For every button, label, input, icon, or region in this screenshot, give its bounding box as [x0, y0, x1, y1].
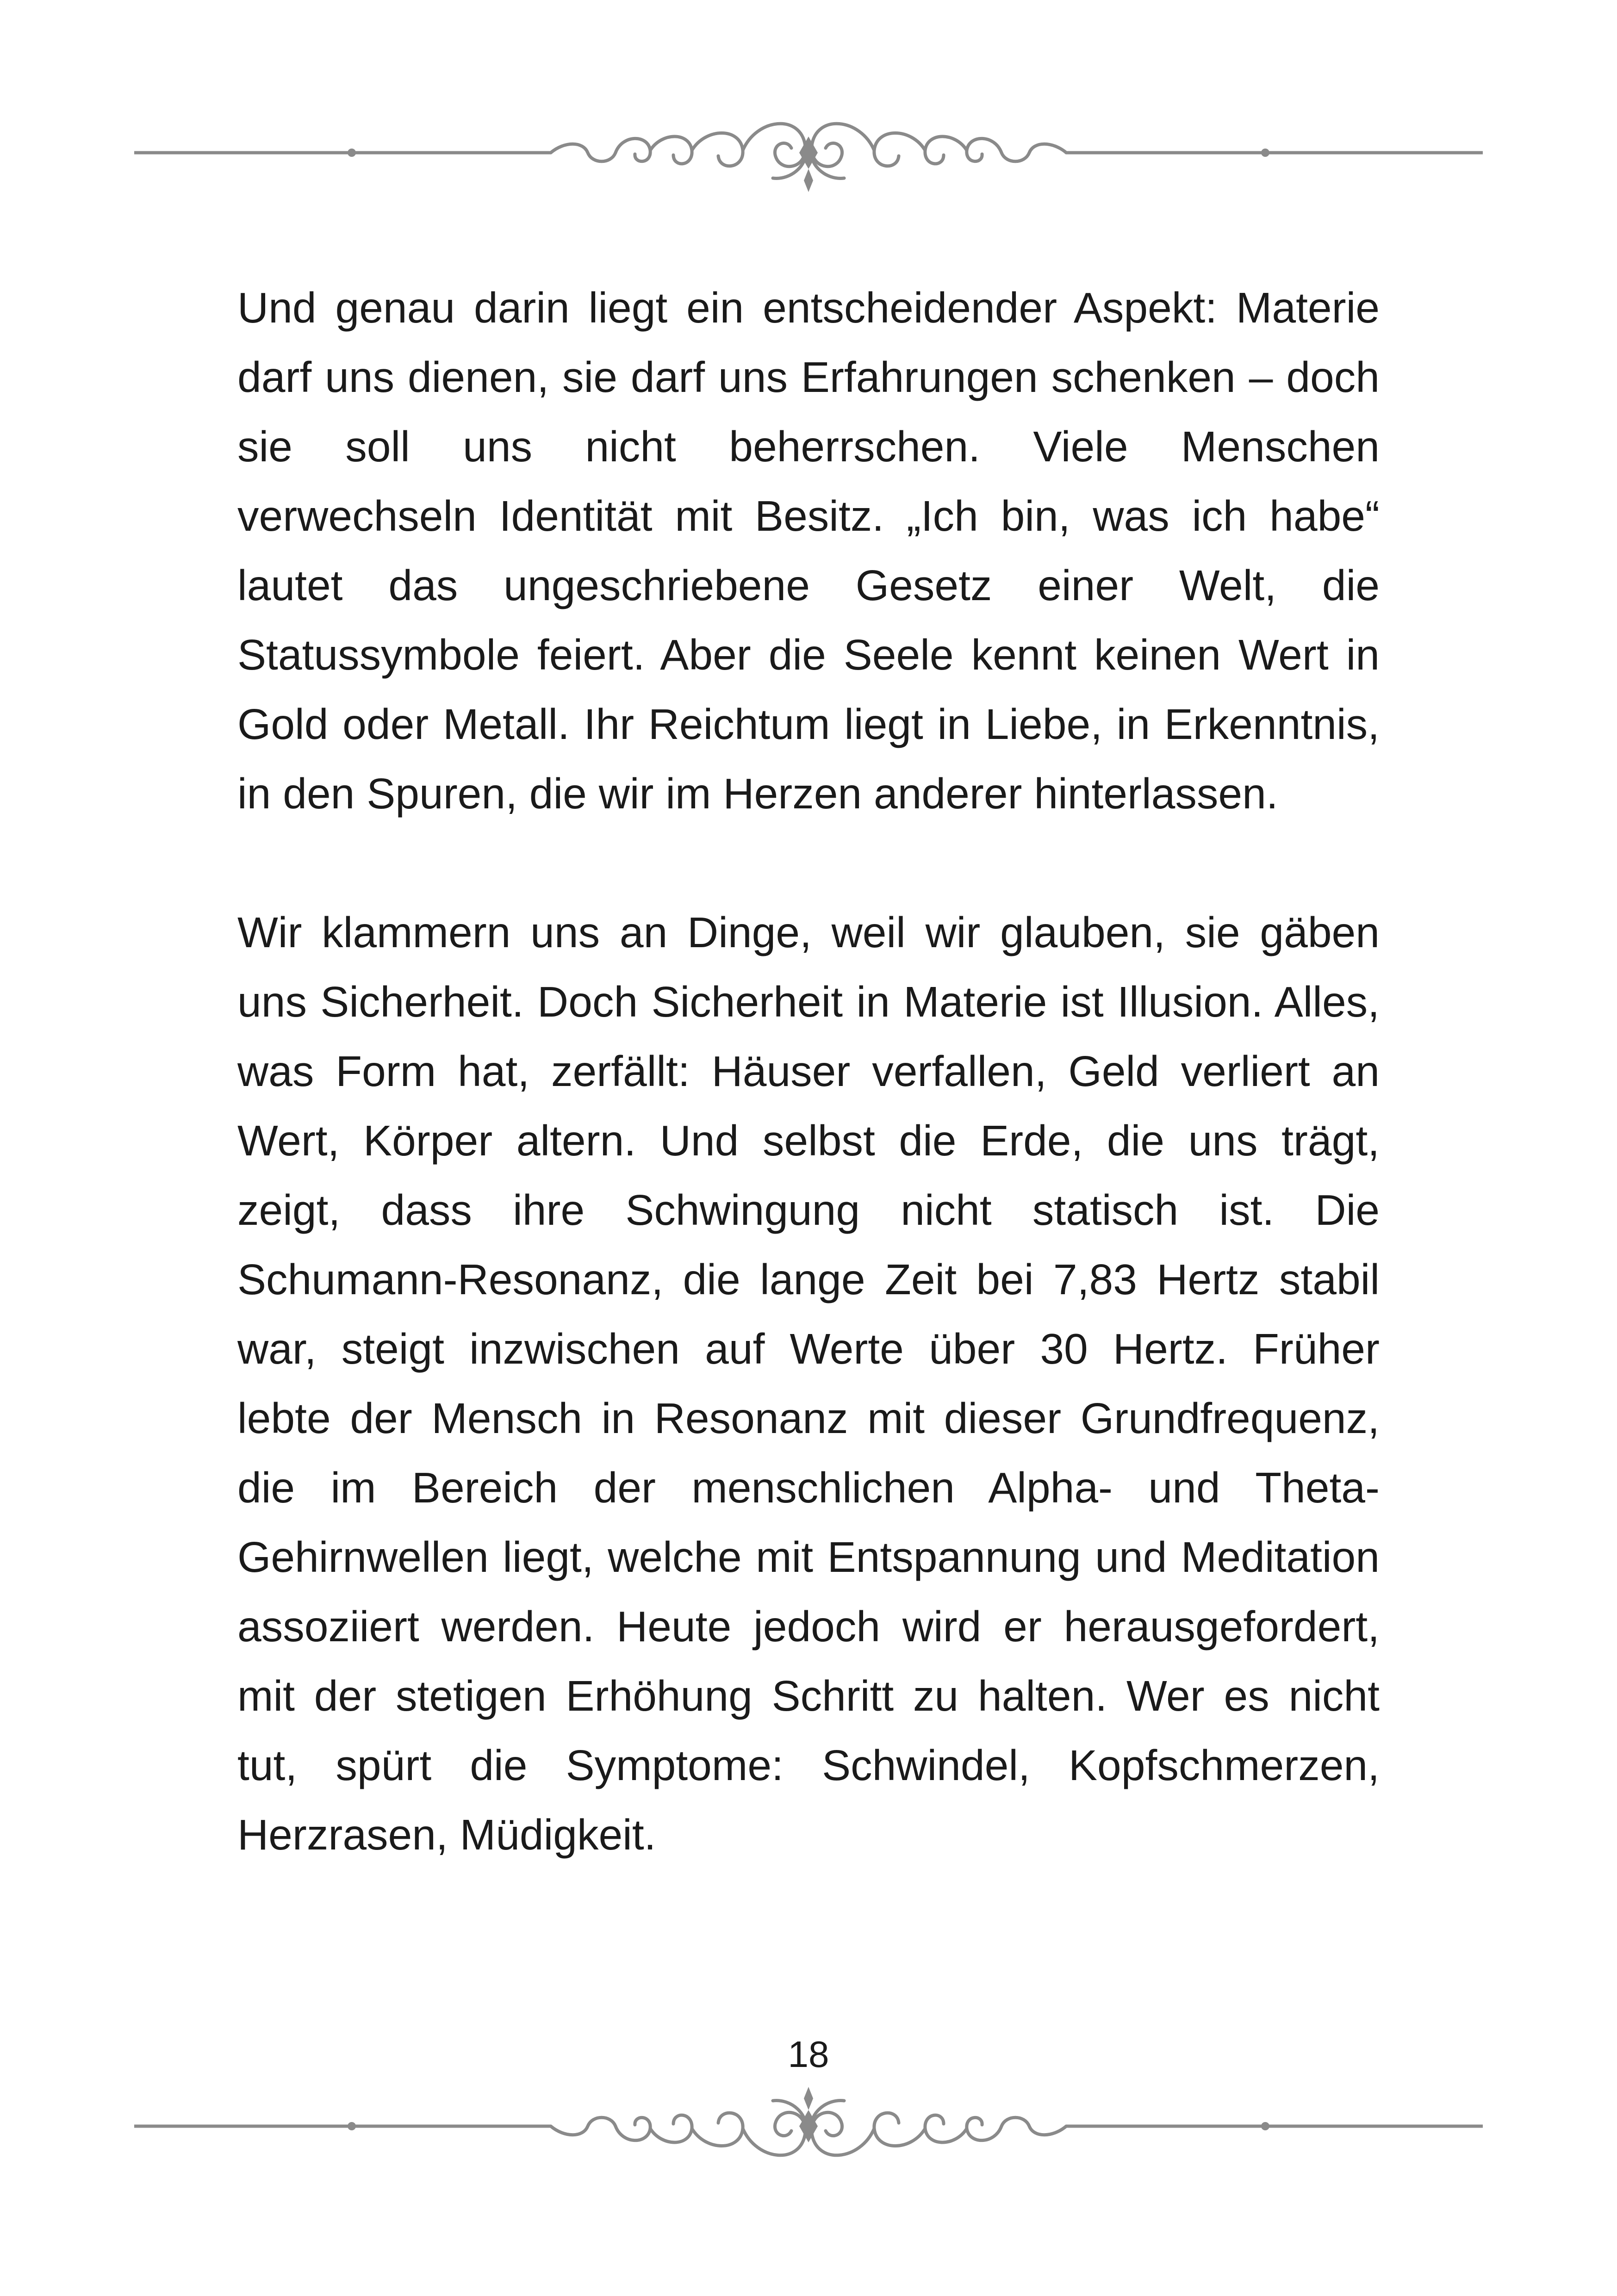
ornament-flourish-icon [134, 2078, 1483, 2179]
body-text [237, 273, 1380, 1869]
ornament-flourish-icon [134, 99, 1483, 201]
paragraph: Und genau darin liegt ein entscheidender Aspekt: Materie darf uns dienen, sie darf uns Erfahrungen schenken – doch sie soll uns nicht beherrschen. Viele Menschen verwechseln Identität mit Besitz. „Ich bin, was ich habe“ lautet das ungeschriebene Gesetz einer Welt, die Statussymbole feiert. Aber die Seele kennt keinen Wert in Gold oder Metall. Ihr Reichtum liegt in Liebe, in Erkenntnis, in den Spuren, die wir im Herzen anderer hinterlassen. [237, 284, 1380, 818]
page-number: 18 [788, 2034, 829, 2075]
bottom-ornament-divider [134, 2078, 1483, 2179]
top-ornament-divider [134, 99, 1483, 201]
paragraph: Wir klammern uns an Dinge, weil wir glauben, sie gäben uns Sicherheit. Doch Sicherheit in Materie ist Illusion. Alles, was Form hat, zerfällt: Häuser verfallen, Geld verliert an Wert, Körper altern. Und selbst die Erde, die uns trägt, zeigt, dass ihre Schwingung nicht statisch ist. Die Schumann-Resonanz, die lange Zeit bei 7,83 Hertz stabil war, steigt inzwischen auf Werte über 30 Hertz. Früher lebte der Mensch in Resonanz mit dieser Grundfrequenz, die im Bereich der menschlichen Alpha- und Theta-Gehirnwellen liegt, welche mit Entspannung und Meditation assoziiert werden. Heute jedoch wird er herausgefordert, mit der stetigen Erhöhung Schritt zu halten. Wer es nicht tut, spürt die Symptome: Schwindel, Kopfschmerzen, Herzrasen, Müdigkeit. [237, 908, 1380, 1859]
